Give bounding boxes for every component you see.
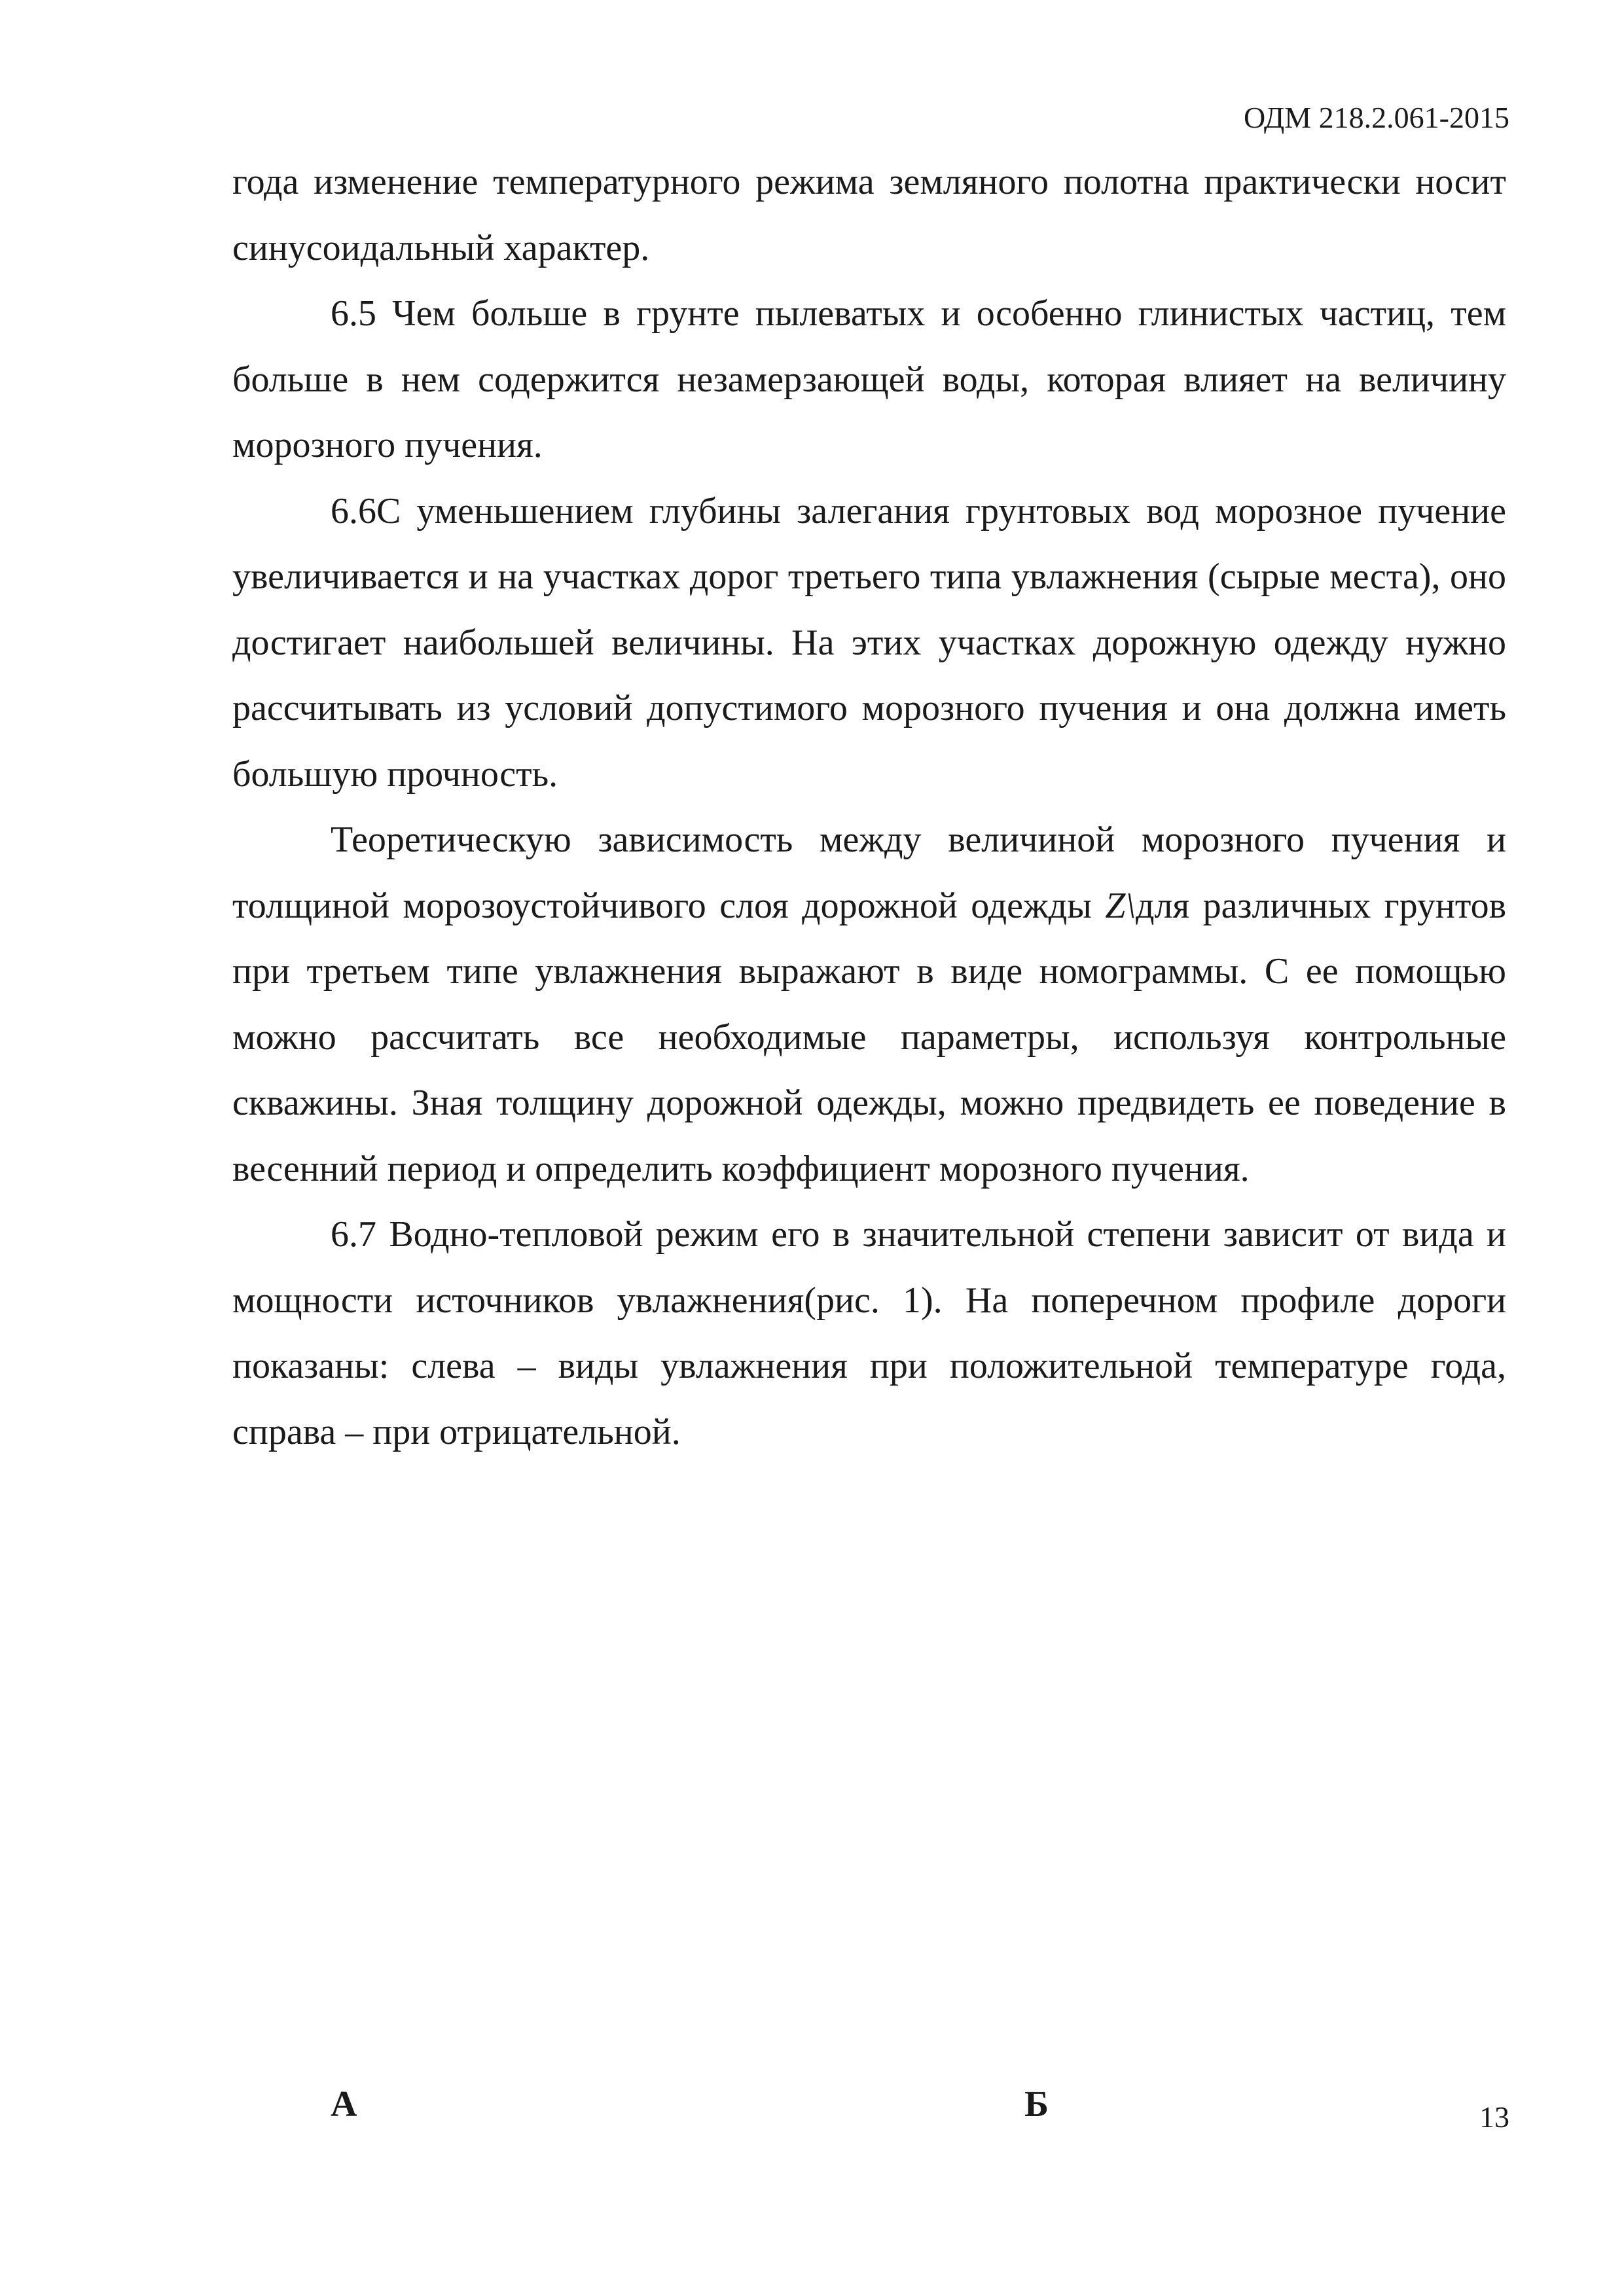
paragraph-6-5: 6.5 Чем больше в грунте пылеватых и особенно глинистых частиц, тем больше в нем содержится незамерзающей воды, которая влияет на величину морозного пучения. (232, 293, 1506, 465)
paragraph-6-7: 6.7 Водно-тепловой режим его в значительной степени зависит от вида и мощности источников увлажнения(рис. 1). На поперечном профиле дороги показаны: слева – виды увлажнения при положительной температуре года, справа – при отрицательной. (232, 1214, 1506, 1452)
document-code: ОДМ 218.2.061-2015 (1243, 101, 1509, 134)
symbol-z: Z\ (1105, 885, 1136, 926)
paragraph-text-end: для различных грунтов при третьем типе увлажнения выражают в виде номограммы. С ее помощью можно рассчитать все необходимые параметры, используя контрольные скважины. Зная толщину дорожной одежды, можно предвидеть ее поведение в весенний период и определить коэффициент морозного пучения. (232, 885, 1507, 1189)
figure-label-a: А (331, 2084, 357, 2125)
paragraph-6-6: 6.6С уменьшением глубины залегания грунтовых вод морозное пучение увеличивается и на участках дорог третьего типа увлажнения (сырые места), оно достигает наибольшей величины. На этих участках дорожную одежду нужно рассчитывать из условий допустимого морозного пучения и она должна иметь большую прочность. (232, 490, 1506, 795)
paragraph-continuation: года изменение температурного режима земляного полотна практически носит синусоидальный характер. (232, 162, 1506, 268)
page-number: 13 (1479, 2100, 1509, 2134)
paragraph-theoretical-dependence (232, 807, 1506, 1202)
paragraph-text-start: Теоретическую зависимость между величиной морозного пучения и толщиной морозоустойчивого слоя дорожной одежды (232, 819, 1506, 926)
figure-label-b: Б (1024, 2084, 1049, 2125)
document-body (232, 149, 1506, 1465)
